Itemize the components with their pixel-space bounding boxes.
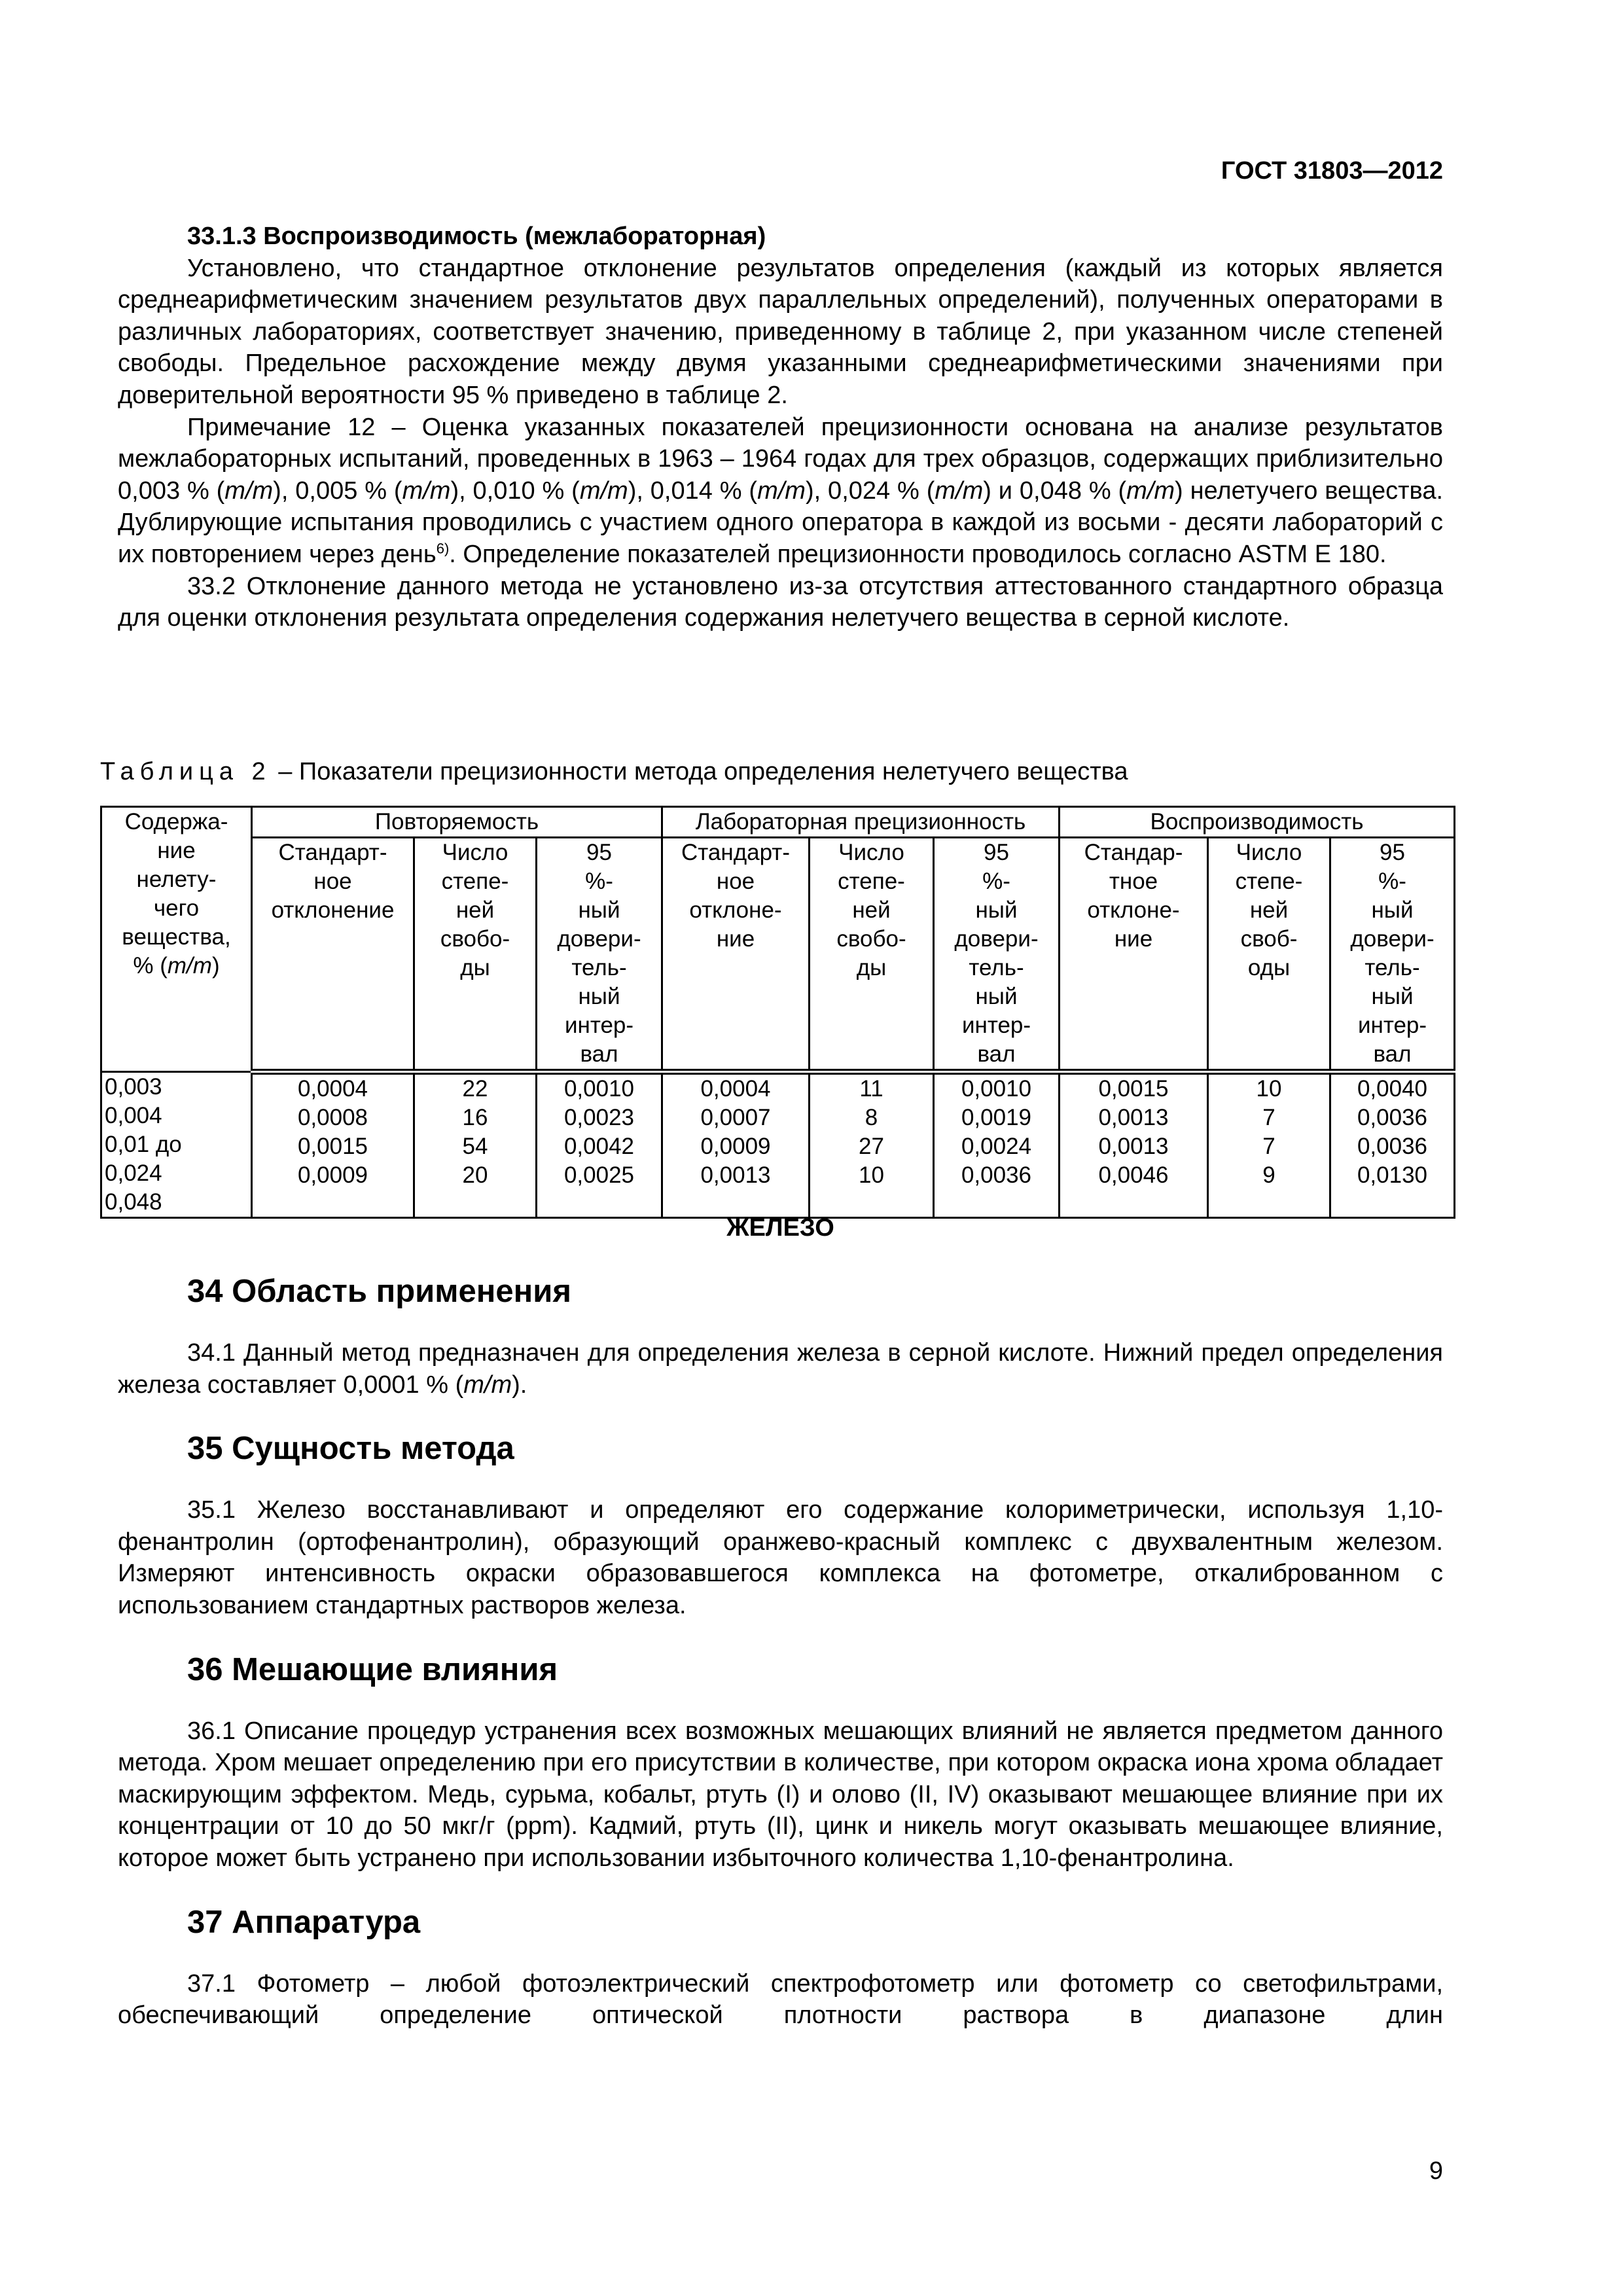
text-run: ), 0,005 % (	[273, 476, 402, 505]
text-run: 36.1 Описание процедур устранения всех возможных мешающих влияний не является предметом данного метода. Хром мешает определению при его присутствии в количестве, при котором окраска иона хрома обладает маскирующим эффектом. Медь, сурьма, кобальт, ртуть (I) и олово (II, IV) оказывают мешающее влияние при их концентрации от 10 до 50 мкг/г (ppm). Кадмий, ртуть (II), цинк и никель могут оказывать мешающее влияние, которое может быть устранено при использовании избыточного количества 1,10-фенантролина.	[118, 1717, 1443, 1872]
paragraph-34-1	[118, 1337, 1443, 1401]
table-caption	[100, 758, 1128, 786]
subheader-cell: 95 %- ный довери- тель- ный интер- вал	[934, 838, 1060, 1072]
value-cell: 0,0040 0,0036 0,0036 0,0130	[1330, 1072, 1455, 1218]
text-run: ), 0,014 % (	[628, 476, 758, 505]
page-number: 9	[1429, 2157, 1443, 2185]
section-heading: 33.1.3 Воспроизводимость (межлабораторная)	[187, 223, 766, 250]
text-run: Установлено, что стандартное отклонение результатов определения (каждый из которых является среднеарифметическим значением результатов двух параллельных определений), полученных операторами в различных лабораториях, соответствует значению, приведенному в таблице 2, при указанном числе степеней свободы. Предельное расхождение между двумя указанными среднеарифметическими значениями при доверительной вероятности 95 % приведено в таблице 2.	[118, 254, 1443, 409]
iron-title: ЖЕЛЕЗО	[726, 1214, 834, 1242]
italic-unit: m/m	[402, 476, 451, 505]
table-title: – Показатели прецизионности метода определения нелетучего вещества	[271, 758, 1128, 785]
heading-37: 37 Аппаратура	[187, 1904, 421, 1940]
paragraph-35-1	[118, 1494, 1443, 1621]
subheader-cell: 95 %- ный довери- тель- ный интер- вал	[537, 838, 662, 1072]
subheader-cell: Стандарт- ное отклоне- ние	[662, 838, 810, 1072]
text-run: ).	[512, 1371, 527, 1399]
subheader-cell: Число степе- ней свобо- ды	[414, 838, 537, 1072]
paragraph-37-1	[118, 1968, 1443, 2032]
content-cell: 0,003 0,004 0,01 до 0,024 0,048	[101, 1072, 252, 1218]
subheader-cell: Стандарт- ное отклонение	[252, 838, 414, 1072]
italic-unit: m/m	[935, 476, 984, 505]
text-run: 37.1 Фотометр – любой фотоэлектрический спектрофотометр или фотометр со светофильтрами, обеспечивающий определение оптической плотности раствора в диапазоне длин	[118, 1969, 1443, 2030]
value-cell: 0,0015 0,0013 0,0013 0,0046	[1060, 1072, 1208, 1218]
subheader-cell: Число степе- ней свобо- ды	[810, 838, 934, 1072]
header-repeatability: Повторяемость	[252, 807, 662, 838]
value-cell: 0,0004 0,0008 0,0015 0,0009	[252, 1072, 414, 1218]
italic-unit: m/m	[1126, 476, 1175, 505]
text-run: . Определение показателей прецизионности проводилось согласно ASTM E 180.	[449, 540, 1387, 568]
subheader-cell: 95 %- ный довери- тель- ный интер- вал	[1330, 838, 1455, 1072]
heading-36: 36 Мешающие влияния	[187, 1651, 558, 1687]
value-cell: 22 16 54 20	[414, 1072, 537, 1218]
value-cell: 11 8 27 10	[810, 1072, 934, 1218]
paragraph	[118, 253, 1443, 412]
italic-unit: m/m	[463, 1371, 512, 1399]
value-cell: 0,0004 0,0007 0,0009 0,0013	[662, 1072, 810, 1218]
italic-unit: m/m	[579, 476, 628, 505]
section-33-1-3	[118, 221, 1443, 634]
paragraph-33-2	[118, 571, 1443, 634]
text-run: ) нелетучего вещества. Дублирующие испытания проводились с участием одного оператора в каждой из восьми - десяти лабораторий с их повторением через день	[118, 476, 1444, 568]
italic-unit: m/m	[224, 476, 274, 505]
heading-34: 34 Область применения	[187, 1274, 571, 1309]
text-run: ) и 0,048 % (	[983, 476, 1127, 505]
text-run: 33.2 Отклонение данного метода не установлено из-за отсутствия аттестованного стандартного образца для оценки отклонения результата определения содержания нелетучего вещества в серной кислоте.	[118, 572, 1443, 632]
header-reproducibility: Воспроизводимость	[1060, 807, 1455, 838]
precision-table	[100, 806, 1455, 1219]
text-run: 35.1 Железо восстанавливают и определяют его содержание колориметрически, используя 1,10-фенантролин (ортофенантролин), образующий оранжево-красный комплекс с двухвалентным железом. Измеряют интенсивность окраски образовавшегося комплекса на фотометре, откалиброванном с использованием стандартных растворов железа.	[118, 1496, 1443, 1619]
subheader-cell: Стандар- тное отклоне- ние	[1060, 838, 1208, 1072]
footnote-ref: 6)	[436, 540, 450, 557]
header-lab-precision: Лабораторная прецизионность	[662, 807, 1060, 838]
document-id: ГОСТ 31803—2012	[1221, 157, 1443, 185]
table-label: Таблица 2	[100, 758, 272, 785]
text-run: Примечание 12 – Оценка указанных показателей прецизионности основана на анализе результатов межлабораторных испытаний, проведенных в 1963 – 1964 годах для трех образцов, содержащих приблизительно 0,003 % (	[118, 413, 1443, 505]
value-cell: 0,0010 0,0023 0,0042 0,0025	[537, 1072, 662, 1218]
heading-35: 35 Сущность метода	[187, 1431, 514, 1467]
iron-section	[118, 1214, 1443, 2032]
italic-unit: m/m	[757, 476, 806, 505]
value-cell: 0,0010 0,0019 0,0024 0,0036	[934, 1072, 1060, 1218]
header-content: Содержа- ние нелету- чего вещества, % (m/m)	[101, 807, 252, 1072]
note-12	[118, 412, 1443, 571]
text-run: ), 0,024 % (	[805, 476, 935, 505]
paragraph-36-1	[118, 1715, 1443, 1874]
value-cell: 10 7 7 9	[1208, 1072, 1330, 1218]
subheader-cell: Число степе- ней своб- оды	[1208, 838, 1330, 1072]
text-run: 34.1 Данный метод предназначен для определения железа в серной кислоте. Нижний предел определения железа составляет 0,0001 % (	[118, 1339, 1443, 1399]
text-run: ), 0,010 % (	[450, 476, 580, 505]
